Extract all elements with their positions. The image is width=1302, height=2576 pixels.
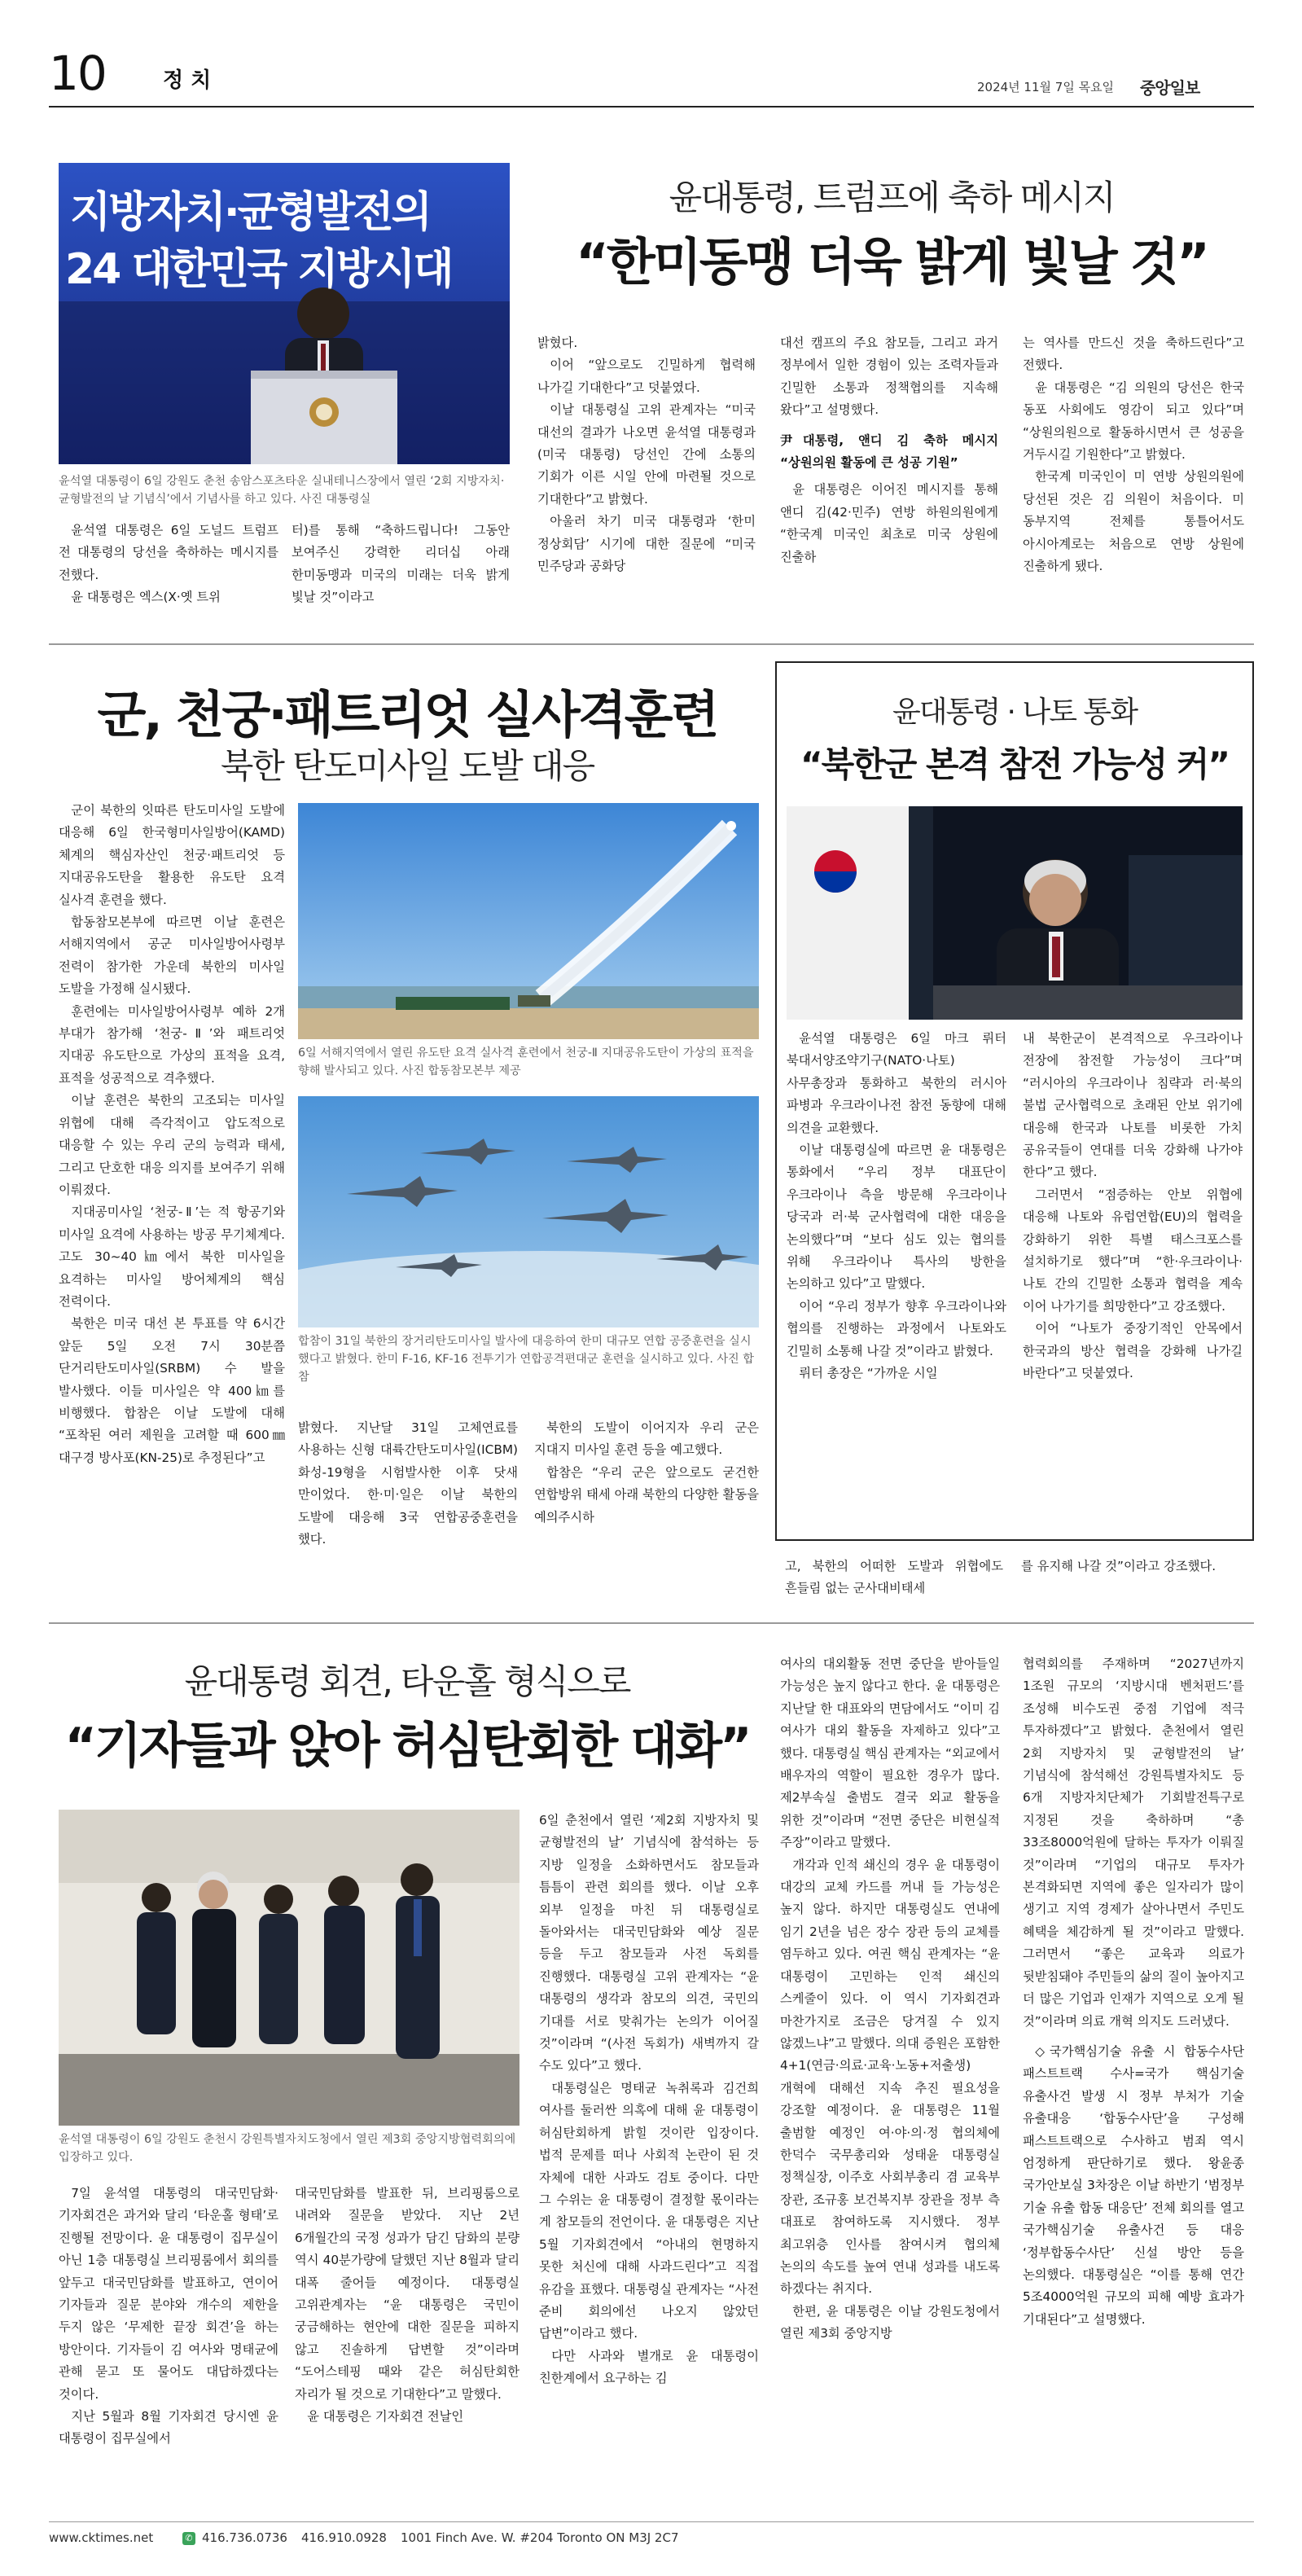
article4-column-3 [539, 1810, 759, 2390]
nato-call-photo [787, 806, 1243, 1020]
paragraph: 이어 “나토가 중장기적인 안목에서 한국과의 방산 협력을 강화해 나가길 바란다”고 덧붙였다. [1023, 1321, 1243, 1381]
paragraph: 여사의 대외활동 전면 중단을 받아들일 가능성은 높지 않다고 한다. 윤 대통령은 지난달 한 대표와의 면담에서도 “이미 김 여사가 대외 활동을 자제하고 있다”고 했다. 대통령실 핵심 관계자는 “외교에서 배우자의 역할이 필요한 경우가 많다. 제2부속실 출범도 결국 외교 활동을 위한 것”이라며 “전면 중단은 비현실적 주장”이라고 말했다. [780, 1657, 1000, 1850]
paragraph: 는 역사를 만드신 것을 축하드린다”고 전했다. [1023, 336, 1244, 373]
article3-column-1 [787, 1028, 1006, 1385]
fighter-jets-photo [298, 1096, 759, 1327]
photo-caption: 윤석열 대통령이 6일 강원도 춘천 송암스포츠타운 실내테니스장에서 열린 ‘2회 지방자치·균형발전의 날 기념식’에서 기념사를 하고 있다. 사진 대통령실 [59, 475, 505, 506]
paragraph: 지대공미사일 ‘천궁-Ⅱ’는 적 항공기와 미사일 요격에 사용하는 방공 무기체계다. 고도 30~40㎞에서 북한 미사일을 요격하는 미사일 방어체계의 핵심 전력이다. [59, 1205, 285, 1309]
newspaper-logo: 중앙일보 [1140, 78, 1200, 98]
paragraph: 군이 북한의 잇따른 탄도미사일 도발에 대응해 6일 한국형미사일방어(KAMD) 체계의 핵심자산인 천궁·패트리엇 등 지대공유도탄을 활용한 유도탄 요격 실사격 훈련을 했다. [59, 803, 285, 907]
paragraph: 협력회의를 주재하며 “2027년까지 1조원 규모의 ‘지방시대 벤처펀드’를 조성해 비수도권 중점 기업에 적극 투자하겠다”고 밝혔다. 춘천에서 열린 2회 지방자치 및 균형발전의 날’ 기념식에 참석해선 강원특별자치도 등 6개 지방자치단체가 기회발전특구로 지정된 것을 축하하며 “총 33조8000억원에 달하는 투자가 이뤄질 것”이라며 “기업의 대규모 투자가 본격화되면 지역에 좋은 일자리가 많이 생기고 지역 경제가 살아나면서 주민도 혜택을 체감하게 될 것”이라고 말했다. 그러면서 “좋은 교육과 의료가 뒷받침돼야 주민들의 삶의 질이 높아지고 더 많은 기업과 인재가 지역으로 오게 될 것”이라며 의료 개혁 의지도 드러냈다. [1023, 1657, 1244, 2029]
article2-column-4 [785, 1556, 1003, 1600]
section-divider [49, 643, 1254, 645]
paragraph: 뤼터 총장은 “가까운 시일 [799, 1366, 938, 1381]
phone-number-2: 416.910.0928 [301, 2530, 387, 2545]
article1-column-2 [292, 520, 510, 609]
paragraph: 북한의 도발이 이어지자 우리 군은 지대지 미사일 훈련 등을 예고했다. [534, 1420, 759, 1458]
paragraph: 합동참모본부에 따르면 이날 훈련은 서해지역에서 공군 미사일방어사령부 전력이 참가한 가운데 북한의 미사일 도발을 가정해 실시됐다. [59, 915, 285, 997]
article4-column-1 [59, 2183, 278, 2451]
paragraph: 대통령실은 명태균 녹취록과 김건희 여사를 둘러싼 의혹에 대해 윤 대통령이 허심탄회하게 밝힐 것이란 입장이다. 법적 문제를 떠나 사회적 논란이 된 것 자체에 대한 사과도 검토 중이다. 다만 그 수위는 윤 대통령이 결정할 몫이라는 게 참모들의 전언이다. 윤 대통령은 지난 5월 기자회견에서 “아내의 현명하지 못한 처신에 대해 사과드린다”고 직접 유감을 표했다. 대통령실 관계자는 “사전 준비 회의에선 나오지 않았던 답변”이라고 했다. [539, 2080, 759, 2341]
website-link[interactable]: www.cktimes.net [49, 2530, 154, 2545]
paragraph: 를 유지해 나갈 것”이라고 강조했다. [1021, 1559, 1217, 1573]
section-divider [49, 1622, 1254, 1624]
paragraph: 한국계 미국인이 미 연방 상원의원에 당선된 것은 김 의원이 처음이다. 미 동부지역 전체를 통틀어서도 아시아계로는 처음으로 연방 상원에 진출하게 됐다. [1023, 469, 1244, 574]
subheading: 尹대통령, 앤디 김 축하 메시지 “상원의원 활동에 큰 성공 기원” [780, 432, 998, 471]
paragraph: 윤석열 대통령은 6일 도널드 트럼프 전 대통령의 당선을 축하하는 메시지를 전했다. [59, 523, 278, 582]
paragraph: 아울러 차기 미국 대통령과 ‘한미 정상회담’ 시기에 대한 질문에 “미국 민주당과 공화당 [537, 514, 756, 574]
article4-column-5 [1023, 1653, 1244, 2336]
article-headline: “기자들과 앉아 허심탄회한 대화” [64, 1718, 750, 1775]
article-subhead: 북한 탄도미사일 도발 대응 [220, 746, 594, 786]
paragraph: 고, 북한의 어떠한 도발과 위협에도 흔들림 없는 군사대비태세 [785, 1559, 1003, 1596]
section-name: 정 치 [163, 68, 212, 93]
paragraph: 윤 대통령은 “김 의원의 당선은 한국 동포 사회에도 영감이 되고 있다”며 “상원의원으로 활동하시면서 큰 성공을 거두시길 기원한다”고 밝혔다. [1023, 380, 1244, 463]
missile-launch-photo [298, 803, 759, 1039]
jets-photo-caption: 합참이 31일 북한의 장거리탄도미사일 발사에 대응하여 한미 대규모 연합 공중훈련을 실시했다고 밝혔다. 한미 F-16, KF-16 전투기가 연합공격편대군 훈련을 실시하고 있다. 사진 합참 [298, 1335, 754, 1384]
article-missile-drill [49, 652, 765, 1613]
article2-column-2 [298, 1417, 518, 1551]
issue-date: 2024년 11월 7일 목요일 [977, 80, 1115, 94]
paragraph: 한편, 윤 대통령은 이날 강원도청에서 열린 제3회 중앙지방 [780, 2303, 1000, 2341]
missile-launch-illustration [298, 803, 759, 1039]
paragraph: 밝혔다. [537, 336, 578, 350]
header-rule [49, 106, 1254, 108]
paragraph: 대선 캠프의 주요 참모들, 그리고 과거 정부에서 일한 경험이 있는 조력자들과 긴밀한 소통과 정책협의를 지속해 왔다”고 설명했다. [780, 336, 998, 418]
article4-column-4 [780, 1653, 1000, 2346]
paragraph: 윤 대통령은 엑스(X·옛 트위 [71, 590, 221, 605]
article-kicker: 윤대통령, 트럼프에 축하 메시지 [669, 178, 1115, 217]
paragraph: 훈련에는 미사일방어사령부 예하 2개 부대가 참가해 ‘천궁-Ⅱ’와 패트리엇 지대공 유도탄으로 가상의 표적을 요격, 표적을 성공적으로 격추했다. [59, 1003, 285, 1086]
press-entrance-illustration [59, 1810, 519, 2126]
article-headline: 군, 천궁·패트리엇 실사격훈련 [97, 685, 717, 744]
paragraph: 내 북한군이 본격적으로 우크라이나 전장에 참전할 가능성이 크다”며 “러시아의 우크라이나 침략과 러·북의 불법 군사협력으로 초래된 안보 위기에 대응해 한국과 나토를 비롯한 가치 공유국들이 연대를 더욱 강화해 나가야 한다”고 했다. [1023, 1031, 1243, 1180]
paragraph: 밝혔다. 지난달 31일 고체연료를 사용하는 신형 대륙간탄도미사일(ICBM) 화성-19형을 시험발사한 이후 닷새 만이었다. 한·미·일은 이날 북한의 도발에 대응해 3국 연합공중훈련을 했다. [298, 1420, 518, 1547]
page-footer [49, 2521, 1254, 2554]
missile-photo-caption: 6일 서해지역에서 열린 유도탄 요격 실사격 훈련에서 천궁-Ⅱ 지대공유도탄이 가상의 표적을 향해 발사되고 있다. 사진 합동참모본부 제공 [298, 1047, 754, 1077]
paragraph: 합참은 “우리 군은 앞으로도 굳건한 연합방위 태세 아래 북한의 다양한 활동을 예의주시하 [534, 1464, 759, 1525]
paragraph: 이어 “우리 정부가 향후 우크라이나와 협의를 진행하는 과정에서 나토와도 긴밀히 소통해 나갈 것”이라고 밝혔다. [787, 1298, 1006, 1358]
paragraph: 이날 훈련은 북한의 고조되는 미사일 위협에 대해 즉각적이고 압도적으로 대응할 수 있는 우리 군의 능력과 태세, 그리고 단호한 대응 의지를 보여주기 위해 이뤄졌다. [59, 1093, 285, 1197]
article2-column-1 [59, 800, 285, 1469]
article4-column-2 [295, 2183, 519, 2428]
address: 1001 Finch Ave. W. #204 Toronto ON M3J 2C7 [401, 2530, 679, 2545]
paragraph: 이날 대통령실에 따르면 윤 대통령은 통화에서 “우리 정부 대표단이 우크라이나 측을 방문해 우크라이나 당국과 러·북 군사협력에 대한 대응을 논의했다”며 “보다 심도 있는 협의를 위해 우크라이나 특사의 방한을 논의하고 있다”고 말했다. [787, 1143, 1006, 1292]
article1-column-4 [780, 332, 998, 568]
paragraph: 윤 대통령은 이어진 메시지를 통해 앤디 김(42·민주) 연방 하원의원에게 “한국계 미국인 최초로 미국 상원에 진출하 [780, 482, 998, 564]
photo-banner-line2: 24 대한민국 지방시대 [65, 245, 452, 294]
page-header [49, 46, 1254, 114]
press-photo-caption: 윤석열 대통령이 6일 강원도 춘천시 강원특별자치도청에서 열린 제3회 중앙지방협력회의에 입장하고 있다. [59, 2133, 516, 2164]
paragraph: 터)를 통해 “축하드립니다! 그동안 보여주신 강력한 리더십 아래 한미동맹과 미국의 미래는 더욱 밝게 빛날 것”이라고 [292, 523, 510, 605]
paragraph: 6일 춘천에서 열린 ‘제2회 지방자치 및 균형발전의 날’ 기념식에 참석하는 등 지방 일정을 소화하면서도 참모들과 틈틈이 관련 회의를 했다. 이날 오후 외부 일정을 마친 뒤 대통령실로 돌아와서는 대국민담화와 예상 질문 등을 두고 참모들과 사전 독회를 진행했다. 대통령실 고위 관계자는 “윤 대통령의 생각과 참모의 의견, 국민의 기대를 서로 맞춰가는 논의가 이어질 것”이라며 “(사전 독회가) 새벽까지 갈 수도 있다”고 했다. [539, 1813, 759, 2074]
paragraph: 윤석열 대통령은 6일 마크 뤼터 북대서양조약기구(NATO·나토) 사무총장과 통화하고 북한의 러시아 파병과 우크라이나전 참전 동향에 대해 의견을 교환했다. [787, 1031, 1006, 1135]
article2-column-3 [534, 1417, 759, 1529]
nato-call-illustration [787, 806, 1243, 1020]
phone-number-1: 416.736.0736 [202, 2530, 287, 2545]
press-entrance-photo [59, 1810, 519, 2126]
article-nato-call-box [775, 661, 1254, 1541]
paragraph: 지난 5월과 8월 기자회견 당시엔 윤 대통령이 집무실에서 [59, 2409, 278, 2447]
paragraph: 이날 대통령실 고위 관계자는 “미국 대선의 결과가 나오면 윤석열 대통령과 (미국 대통령) 당선인 간에 소통의 기회가 이른 시일 안에 마련될 것으로 기대한다”고 밝혔다. [537, 402, 756, 507]
paragraph: 그러면서 “점증하는 안보 위협에 대응해 나토와 유럽연합(EU)의 협력을 강화하기 위한 특별 태스크포스를 설치하기로 했다”며 “한·우크라이나·나토 간의 긴밀한 소통과 협력을 계속 이어 나가기를 희망한다”고 강조했다. [1023, 1187, 1243, 1314]
president-speech-photo [59, 163, 510, 464]
article-headline: “한미동맹 더욱 밝게 빛날 것” [576, 232, 1208, 292]
article1-column-3 [537, 332, 756, 577]
article1-column-1 [59, 520, 278, 609]
page-number: 10 [49, 46, 106, 101]
paragraph: 다만 사과와 별개로 윤 대통령이 친한계에서 요구하는 김 [539, 2348, 759, 2386]
paragraph: 대국민담화를 발표한 뒤, 브리핑룸으로 내려와 질문을 받았다. 지난 2년 6개월간의 국정 성과가 담긴 담화의 분량 역시 40분가량에 달했던 지난 8월과 달리 대폭 줄어들 예정이다. 대통령실 고위관계자는 “윤 대통령은 국민이 궁금해하는 현안에 대한 질문을 피하지 않고 진솔하게 답변할 것”이라며 “도어스테핑 때와 같은 허심탄회한 자리가 될 것으로 기대한다”고 말했다. [295, 2186, 519, 2402]
subsection-paragraph: ◇국가핵심기술 유출 시 합동수사단 패스트트랙 수사=국가 핵심기술 유출사건 발생 시 정부 부처가 기술 유출대응 ‘합동수사단’을 구성해 패스트트랙으로 수사하고 범죄 역시 엄정하게 판단하기로 했다. 왕윤종 국가안보실 3차장은 이날 하반기 ‘범정부 기술 유출 합동 대응단’ 전체 회의를 열고 국가핵심기술 유출사건 등 대응 ‘정부합동수사단’ 신설 방안 등을 논의했다. 대통령실은 “이를 통해 연간 5조4000억원 규모의 피해 예방 효과가 기대된다”고 설명했다. [1023, 2043, 1244, 2327]
article-press-conference [49, 1629, 1254, 2517]
paragraph: 북한은 미국 대선 본 투표를 약 6시간 앞둔 5일 오전 7시 30분쯤 단거리탄도미사일(SRBM) 수 발을 발사했다. 이들 미사일은 약 400㎞를 비행했다. 합참은 이날 도발에 대해 “포착된 여러 제원을 고려할 때 600㎜ 대구경 방사포(KN-25)로 추정된다”고 [59, 1316, 285, 1465]
phone-icon: ✆ [182, 2532, 195, 2545]
photo-banner-line1: 지방자치·균형발전의 [70, 188, 430, 237]
article2-column-5 [1021, 1556, 1244, 1578]
article-kicker: 윤대통령 회견, 타운홀 형식으로 [184, 1661, 630, 1701]
article-headline: “북한군 본격 참전 가능성 커” [800, 744, 1229, 784]
paragraph: 7일 윤석열 대통령의 대국민담화·기자회견은 과거와 달리 ‘타운홀 형태’로 진행될 전망이다. 윤 대통령이 집무실이 아닌 1층 대통령실 브리핑룸에서 회의를 앞두고 대국민담화를 발표하고, 연이어 기자들과 질문 분야와 개수의 제한을 두지 않은 ‘무제한 끝장 회견’을 하는 방안이다. 기자들이 김 여사와 명태균에 관해 묻고 또 물어도 대답하겠다는 것이다. [59, 2186, 278, 2402]
paragraph: 이어 “앞으로도 긴밀하게 협력해 나가길 기대한다”고 덧붙였다. [537, 358, 756, 395]
article-trump-congratulations [49, 155, 1254, 627]
fighter-jets-illustration [298, 1096, 759, 1327]
paragraph: 개각과 인적 쇄신의 경우 윤 대통령이 대강의 교체 카드를 꺼내 들 가능성은 높지 않다. 하지만 대통령실도 연내에 임기 2년을 넘은 장수 장관 등의 교체를 염두하고 있다. 여권 핵심 관계자는 “윤 대통령이 고민하는 인적 쇄신의 스케줄이 있다. 이 역시 기자회견과 마찬가지로 조금은 당겨질 수 있지 않겠느냐”고 말했다. 의대 증원은 포함한 4+1(연금·의료·교육·노동+저출생) 개혁에 대해선 지속 추진 필요성을 강조할 예정이다. 윤 대통령은 11월 출범할 예정인 여·야·의·정 협의체에 한덕수 국무총리와 성태윤 대통령실 정책실장, 이주호 사회부총리 겸 교육부 장관, 조규홍 보건복지부 장관을 정부 측 대표로 참여하도록 지시했다. 정부 최고위층 인사를 참여시켜 협의체 논의의 속도를 높여 연내 성과를 내도록 하겠다는 취지다. [780, 1857, 1000, 2297]
article-kicker: 윤대통령 · 나토 통화 [892, 696, 1137, 729]
paragraph: 윤 대통령은 기자회견 전날인 [307, 2409, 464, 2425]
article3-column-2 [1023, 1028, 1243, 1385]
article1-column-5 [1023, 332, 1244, 577]
